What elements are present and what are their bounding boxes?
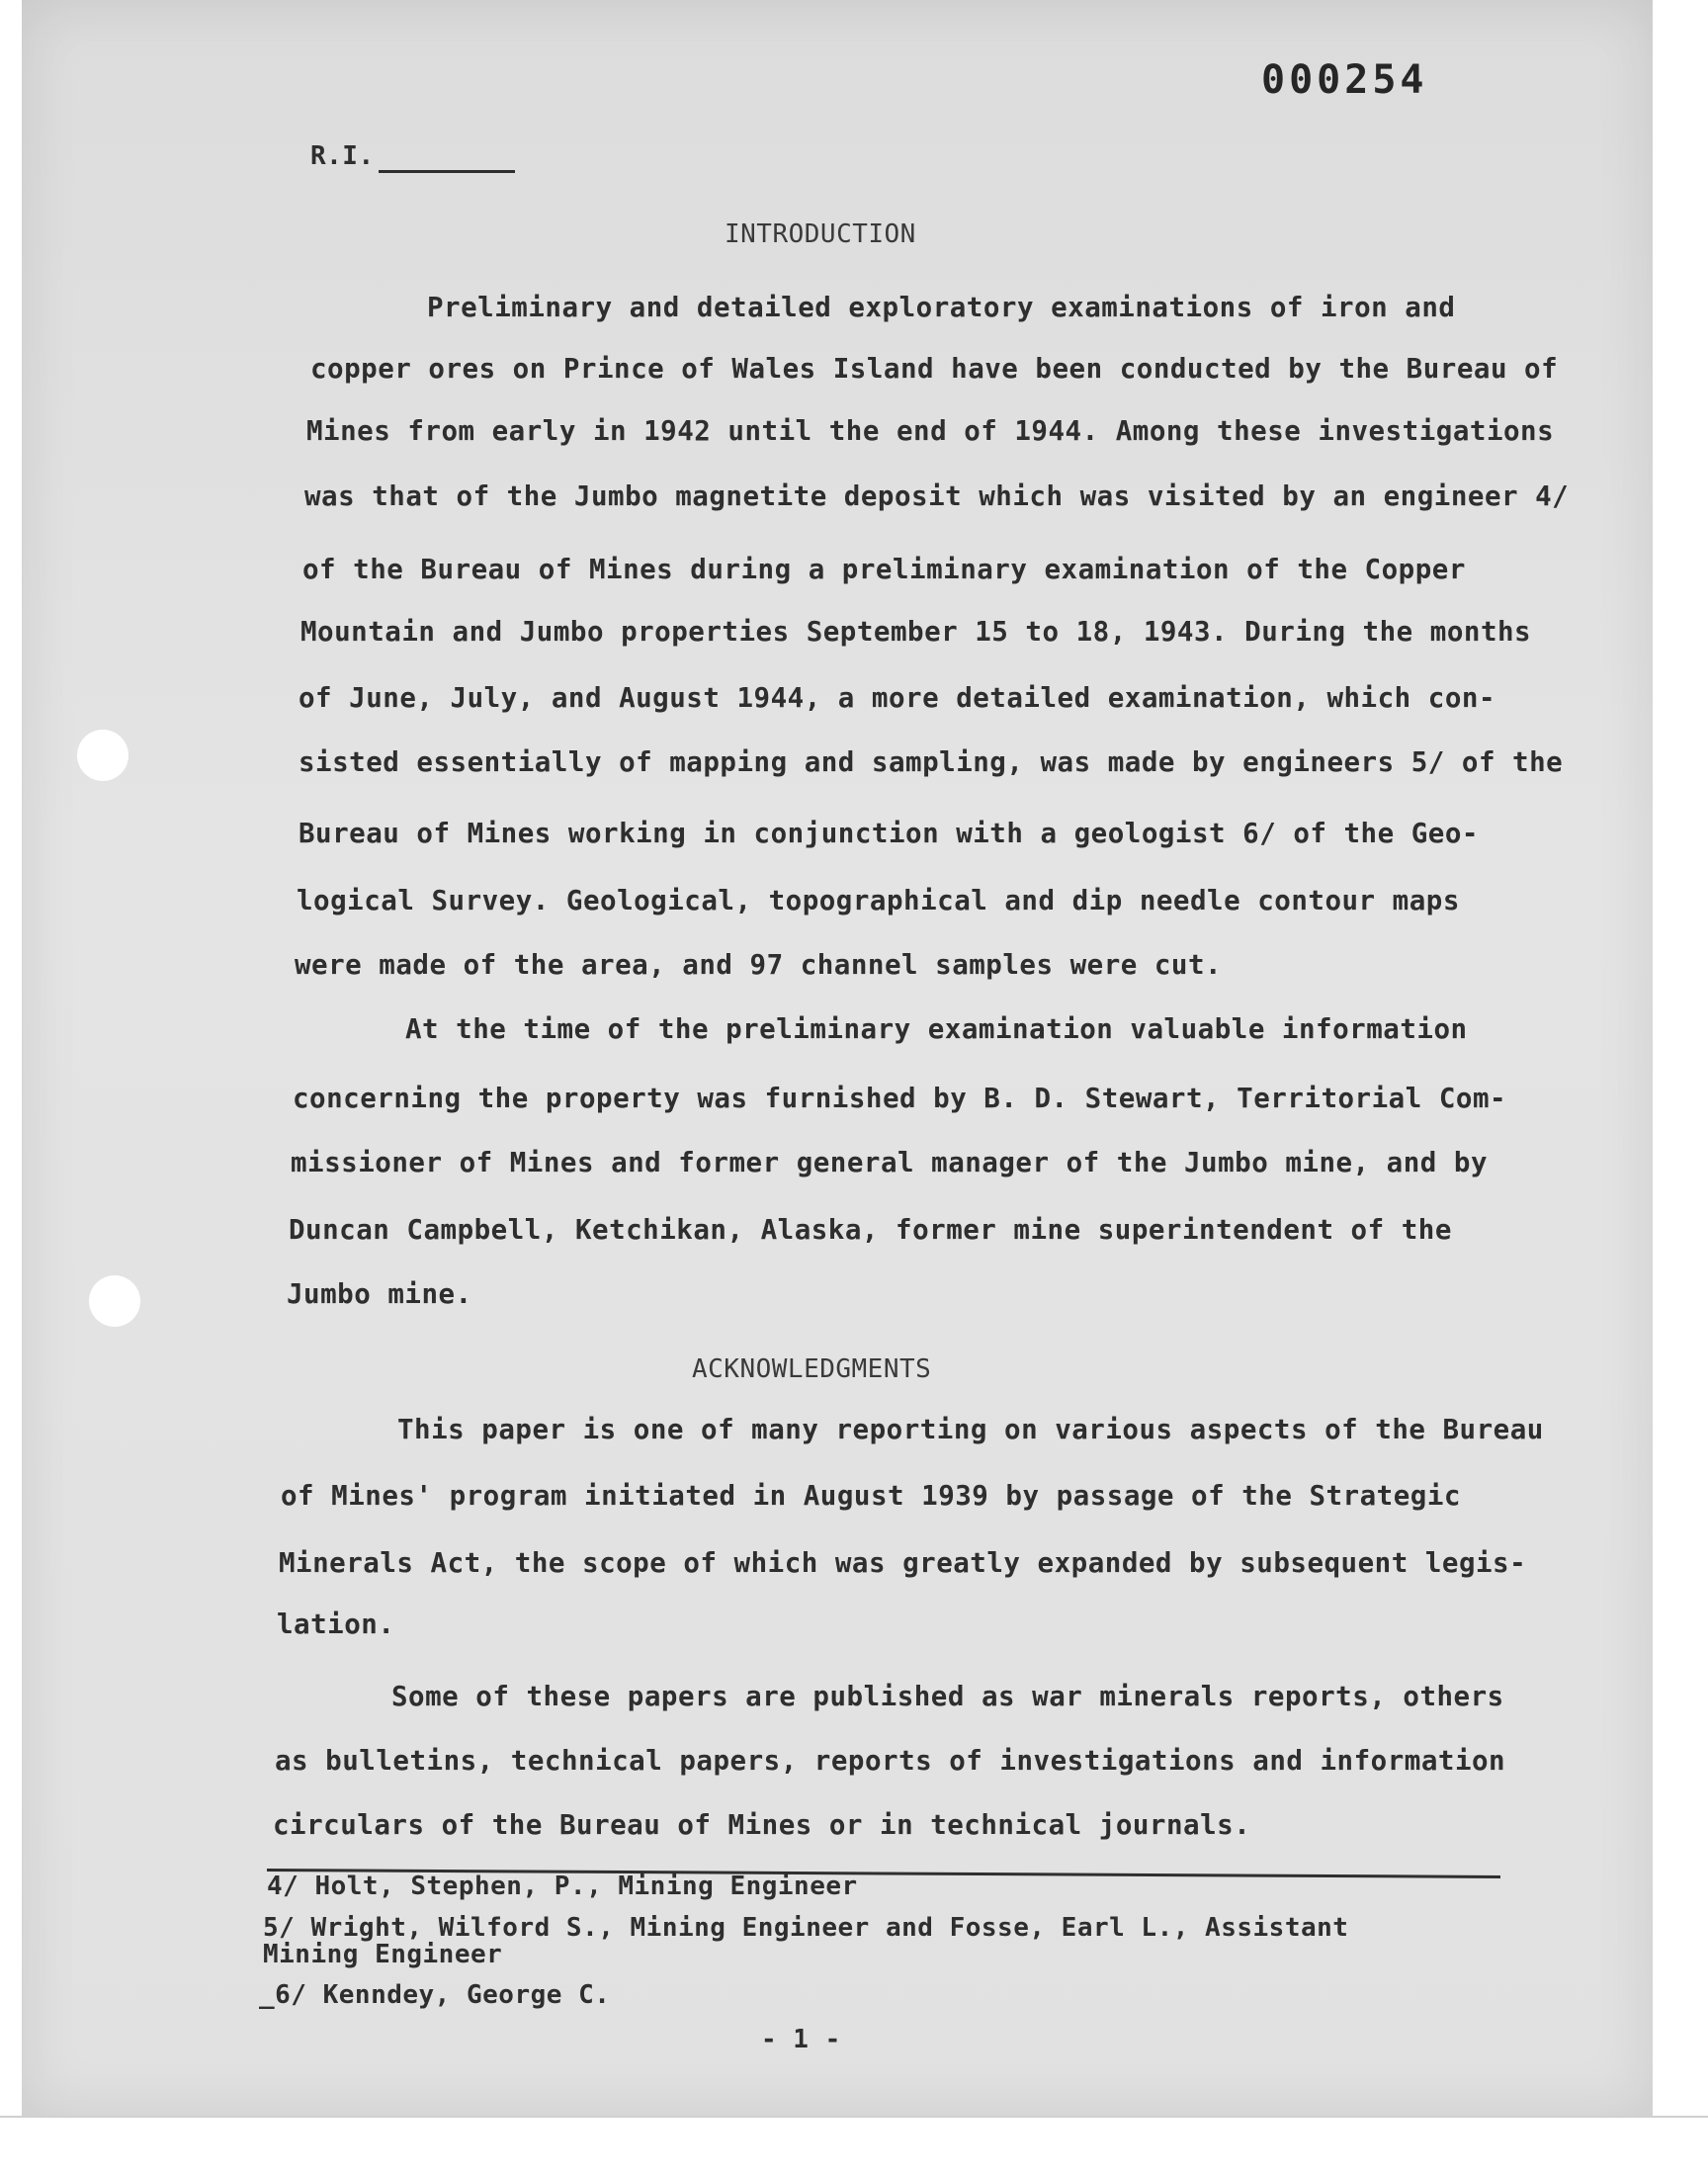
acknowledgments-heading: ACKNOWLEDGMENTS xyxy=(692,1354,932,1384)
page-number: - 1 - xyxy=(761,2025,841,2054)
intro-line: Preliminary and detailed exploratory examinations of iron and xyxy=(427,292,1456,323)
introduction-heading: INTRODUCTION xyxy=(725,219,916,249)
ack-line: circulars of the Bureau of Mines or in technical journals. xyxy=(273,1809,1251,1841)
ri-label: R.I. xyxy=(310,141,375,171)
ack-line: of Mines' program initiated in August 1939 by passage of the Strategic xyxy=(281,1480,1461,1512)
ack-line: lation. xyxy=(277,1609,395,1640)
ack-line: This paper is one of many reporting on various aspects of the Bureau xyxy=(397,1414,1544,1445)
intro-line: Duncan Campbell, Ketchikan, Alaska, former mine superintendent of the xyxy=(289,1214,1452,1246)
intro-line: Mines from early in 1942 until the end of 1944. Among these investigations xyxy=(306,415,1555,447)
intro-line: of June, July, and August 1944, a more detailed examination, which con- xyxy=(299,682,1496,714)
ack-line: as bulletins, technical papers, reports of investigations and information xyxy=(275,1745,1506,1777)
intro-line: sisted essentially of mapping and sampling, was made by engineers 5/ of the xyxy=(299,746,1564,778)
intro-line: was that of the Jumbo magnetite deposit which was visited by an engineer 4/ xyxy=(304,480,1570,512)
ri-blank-line xyxy=(379,170,515,173)
intro-line: of the Bureau of Mines during a preliminary examination of the Copper xyxy=(302,554,1466,585)
intro-line: were made of the area, and 97 channel samples were cut. xyxy=(295,949,1223,981)
ack-line: Minerals Act, the scope of which was greatly expanded by subsequent legis- xyxy=(279,1547,1527,1579)
intro-line: Jumbo mine. xyxy=(287,1278,472,1310)
intro-line: Bureau of Mines working in conjunction with a geologist 6/ of the Geo- xyxy=(299,818,1479,849)
footnote-6: _6/ Kenndey, George C. xyxy=(259,1980,611,2010)
footnote-4: 4/ Holt, Stephen, P., Mining Engineer xyxy=(267,1872,858,1901)
scan-bottom-strip xyxy=(0,2116,1708,2177)
punch-hole-top xyxy=(77,730,128,781)
intro-line: At the time of the preliminary examination valuable information xyxy=(405,1013,1468,1045)
ack-line: Some of these papers are published as war minerals reports, others xyxy=(391,1681,1504,1712)
intro-line: concerning the property was furnished by B. D. Stewart, Territorial Com- xyxy=(293,1083,1507,1114)
footnote-5: 5/ Wright, Wilford S., Mining Engineer and Fosse, Earl L., Assistant xyxy=(263,1913,1349,1943)
intro-line: copper ores on Prince of Wales Island have been conducted by the Bureau of xyxy=(310,353,1559,385)
intro-line: Mountain and Jumbo properties September 15 to 18, 1943. During the months xyxy=(300,616,1532,648)
intro-line: logical Survey. Geological, topographical and dip needle contour maps xyxy=(297,885,1460,916)
footnote-5-continued: Mining Engineer xyxy=(263,1940,503,1969)
punch-hole-bottom xyxy=(89,1275,140,1327)
document-number: 000254 xyxy=(1261,57,1428,103)
intro-line: missioner of Mines and former general manager of the Jumbo mine, and by xyxy=(291,1147,1489,1178)
